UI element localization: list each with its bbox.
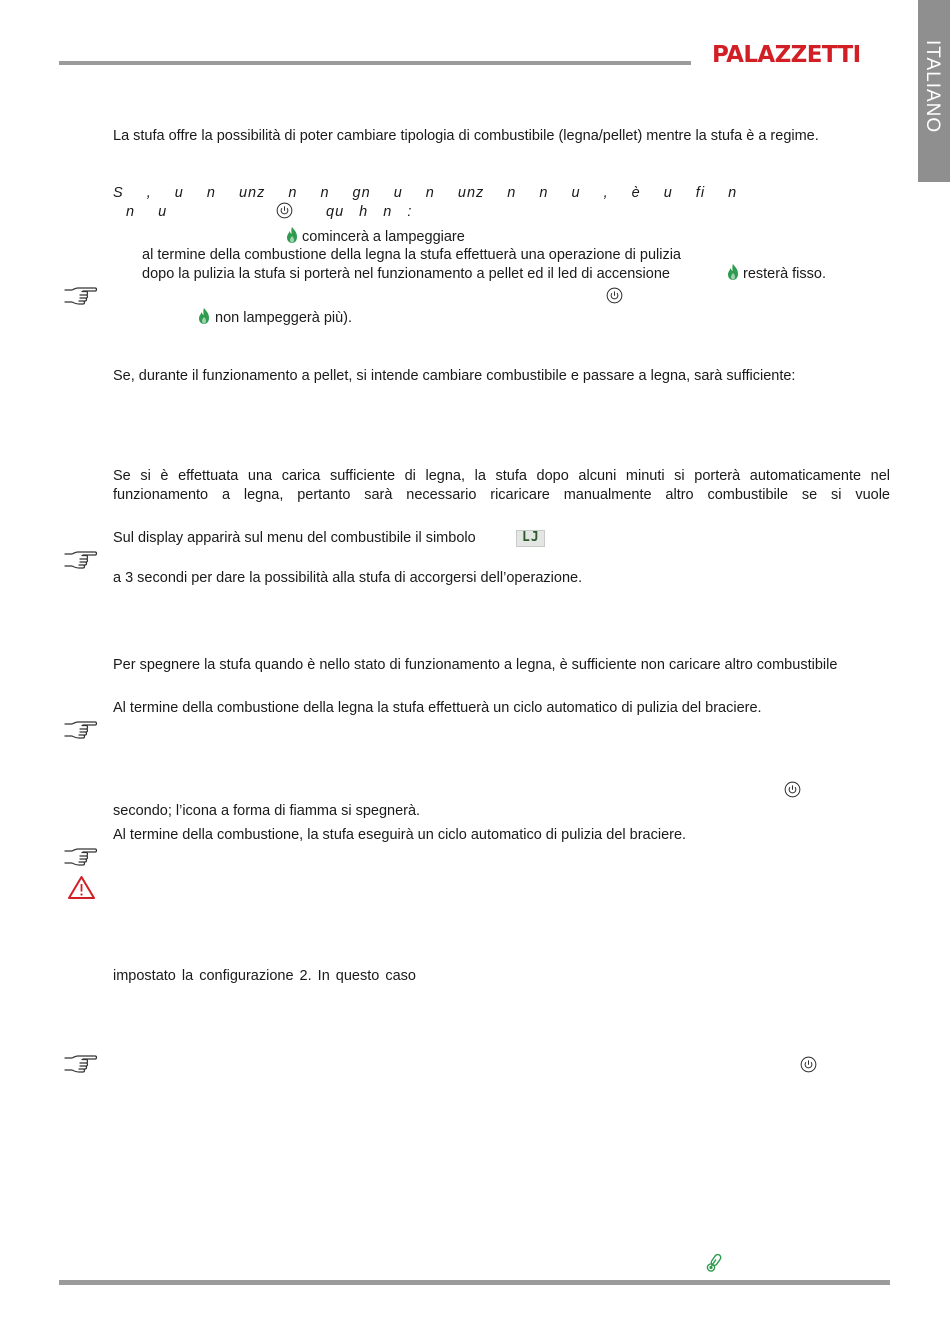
faded-line-2-suffix: qu h n : xyxy=(326,204,413,220)
power-button-icon xyxy=(784,781,801,798)
pointing-hand-icon xyxy=(64,847,98,867)
note-1: non lampeggerà più). xyxy=(215,310,353,326)
flame-icon xyxy=(285,226,299,244)
intro-paragraph: La stufa offre la possibilità di poter cambiare tipologia di combustibile (legna/pellet) mentre la stufa è a regime. xyxy=(113,128,819,144)
pointing-hand-icon xyxy=(64,286,98,306)
power-button-icon xyxy=(276,202,293,219)
wood-load-paragraph: Se si è effettuata una carica sufficiente di legna, la stufa dopo alcuni minuti si porterà automaticamente nel funzionamento a legna, pertanto sarà necessario ricaricare manualmente altro combustibile se si vuole xyxy=(113,468,890,503)
power-button-icon xyxy=(606,287,623,304)
note-2: a 3 secondi per dare la possibilità alla stufa di accorgersi dell’operazione. xyxy=(113,570,583,586)
pointing-hand-icon xyxy=(64,550,98,570)
flame-icon xyxy=(726,263,740,281)
wood-fuel-symbol-text: LJ xyxy=(522,530,540,545)
flame-icon xyxy=(197,307,211,325)
display-symbol-paragraph: Sul display apparirà sul menu del combustibile il simbolo xyxy=(113,530,476,546)
footer-rule xyxy=(59,1280,890,1285)
step-3: dopo la pulizia la stufa si porterà nel funzionamento a pellet ed il led di accensione xyxy=(142,266,670,282)
step-1: comincerà a lampeggiare xyxy=(302,229,465,245)
warning-icon xyxy=(67,875,96,900)
language-tab xyxy=(918,0,950,182)
pointing-hand-icon xyxy=(64,720,98,740)
cleaning-paragraph: Al termine della combustione della legna la stufa effettuerà un ciclo automatico di pulizia del braciere. xyxy=(113,700,762,716)
faded-line-2: n u xyxy=(126,204,168,220)
pointing-hand-icon xyxy=(64,1054,98,1074)
header-rule xyxy=(59,61,691,65)
language-tab-label: ITALIANO xyxy=(922,40,943,134)
switch-to-wood-paragraph: Se, durante il funzionamento a pellet, si intende cambiare combustibile e passare a legna, sarà sufficiente: xyxy=(113,368,796,384)
shutdown-paragraph: Per spegnere la stufa quando è nello stato di funzionamento a legna, è sufficiente non caricare altro combustibile xyxy=(113,657,838,673)
step-2: al termine della combustione della legna la stufa effettuerà una operazione di pulizia xyxy=(142,247,681,263)
brand-logo: PALAZZETTI xyxy=(712,42,861,68)
configuration-paragraph: impostato la configurazione 2. In questo caso xyxy=(113,968,416,984)
thermometer-icon xyxy=(705,1253,724,1273)
combustion-end-paragraph: Al termine della combustione, la stufa eseguirà un ciclo automatico di pulizia del braciere. xyxy=(113,827,687,843)
faded-line-1: S , u n unz n n gn u n unz n n u , è u fi n xyxy=(113,185,738,201)
flame-off-paragraph: secondo; l’icona a forma di fiamma si spegnerà. xyxy=(113,803,421,819)
power-button-icon xyxy=(800,1056,817,1073)
wood-fuel-symbol xyxy=(516,530,545,547)
step-3-end: resterà fisso. xyxy=(743,266,826,282)
